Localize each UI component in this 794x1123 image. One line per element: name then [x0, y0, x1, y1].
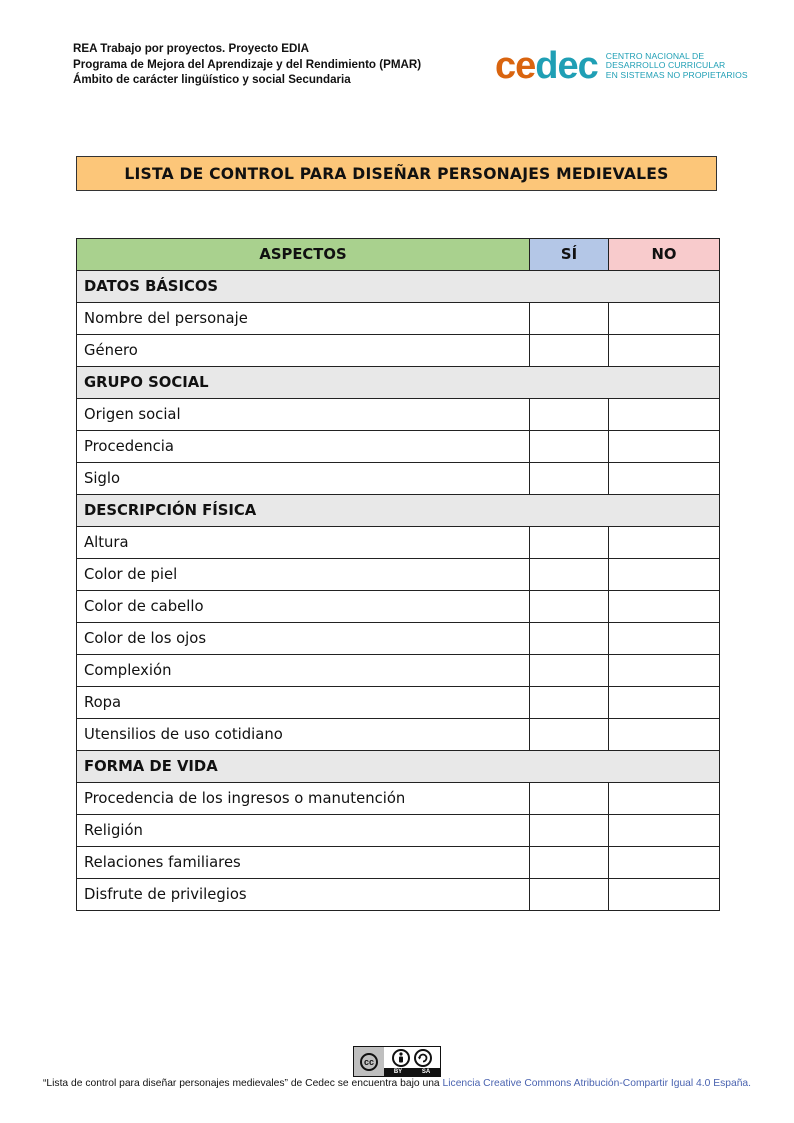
aspect-label: Procedencia de los ingresos o manutención	[77, 783, 530, 815]
yes-check-cell[interactable]	[530, 687, 609, 719]
no-check-cell[interactable]	[609, 591, 720, 623]
cedec-logo-word	[495, 46, 598, 86]
no-check-cell[interactable]	[609, 559, 720, 591]
license-text-prefix: “Lista de control para diseñar personajes medievales” de Cedec se encuentra bajo una	[42, 1078, 443, 1089]
logo-word-orange: ce	[495, 45, 536, 87]
no-check-cell[interactable]	[609, 847, 720, 879]
yes-check-cell[interactable]	[530, 879, 609, 911]
no-check-cell[interactable]	[609, 527, 720, 559]
aspect-label: Origen social	[77, 399, 530, 431]
yes-check-cell[interactable]	[530, 559, 609, 591]
header-line-2: Programa de Mejora del Aprendizaje y del Rendimiento (PMAR)	[73, 57, 422, 71]
table-row	[77, 399, 720, 431]
table-row	[77, 815, 720, 847]
checklist-table	[76, 238, 720, 911]
yes-check-cell[interactable]	[530, 719, 609, 751]
aspect-label: Ropa	[77, 687, 530, 719]
yes-check-cell[interactable]	[530, 783, 609, 815]
no-check-cell[interactable]	[609, 815, 720, 847]
section-row	[77, 751, 720, 783]
section-row	[77, 367, 720, 399]
checklist-body	[77, 271, 720, 911]
yes-check-cell[interactable]	[530, 591, 609, 623]
table-row	[77, 303, 720, 335]
aspect-label: Complexión	[77, 655, 530, 687]
cc-conditions	[384, 1047, 440, 1076]
yes-check-cell[interactable]	[530, 431, 609, 463]
section-title: FORMA DE VIDA	[77, 751, 720, 783]
header-aspects: ASPECTOS	[77, 239, 530, 271]
aspect-label: Color de piel	[77, 559, 530, 591]
no-check-cell[interactable]	[609, 623, 720, 655]
aspect-label: Color de los ojos	[77, 623, 530, 655]
attribution-icon	[392, 1049, 410, 1067]
logo-tagline-line: DESARROLLO CURRICULAR	[605, 60, 726, 71]
license-text	[0, 1077, 794, 1090]
table-row	[77, 431, 720, 463]
logo-tagline	[606, 52, 748, 81]
aspect-label: Género	[77, 335, 530, 367]
section-title: GRUPO SOCIAL	[77, 367, 720, 399]
table-row	[77, 655, 720, 687]
section-title: DATOS BÁSICOS	[77, 271, 720, 303]
aspect-label: Relaciones familiares	[77, 847, 530, 879]
title-box	[76, 156, 717, 191]
table-header-row	[77, 239, 720, 271]
sa-label: SA	[421, 1069, 431, 1075]
cc-condition-labels	[384, 1068, 440, 1076]
cc-logo-section	[354, 1047, 384, 1076]
table-row	[77, 783, 720, 815]
by-label: BY	[393, 1069, 403, 1075]
no-check-cell[interactable]	[609, 303, 720, 335]
aspect-label: Siglo	[77, 463, 530, 495]
section-row	[77, 495, 720, 527]
table-row	[77, 687, 720, 719]
license-footer	[0, 1046, 794, 1090]
cc-icon: cc	[360, 1053, 378, 1071]
table-row	[77, 527, 720, 559]
section-title: DESCRIPCIÓN FÍSICA	[77, 495, 720, 527]
no-check-cell[interactable]	[609, 879, 720, 911]
aspect-label: Procedencia	[77, 431, 530, 463]
cedec-logo	[495, 46, 748, 86]
yes-check-cell[interactable]	[530, 399, 609, 431]
no-check-cell[interactable]	[609, 783, 720, 815]
no-check-cell[interactable]	[609, 335, 720, 367]
table-row	[77, 719, 720, 751]
table-row	[77, 591, 720, 623]
table-row	[77, 335, 720, 367]
no-check-cell[interactable]	[609, 399, 720, 431]
aspect-label: Religión	[77, 815, 530, 847]
yes-check-cell[interactable]	[530, 847, 609, 879]
no-check-cell[interactable]	[609, 655, 720, 687]
cc-by-sa-badge[interactable]	[353, 1046, 441, 1077]
table-row	[77, 559, 720, 591]
aspect-label: Disfrute de privilegios	[77, 879, 530, 911]
aspect-label: Color de cabello	[77, 591, 530, 623]
yes-check-cell[interactable]	[530, 655, 609, 687]
table-row	[77, 879, 720, 911]
document-header	[73, 41, 421, 88]
no-check-cell[interactable]	[609, 719, 720, 751]
yes-check-cell[interactable]	[530, 463, 609, 495]
header-yes: SÍ	[530, 239, 609, 271]
page-title: LISTA DE CONTROL PARA DISEÑAR PERSONAJES MEDIEVALES	[124, 164, 669, 183]
aspect-label: Utensilios de uso cotidiano	[77, 719, 530, 751]
yes-check-cell[interactable]	[530, 527, 609, 559]
no-check-cell[interactable]	[609, 431, 720, 463]
aspect-label: Nombre del personaje	[77, 303, 530, 335]
yes-check-cell[interactable]	[530, 335, 609, 367]
yes-check-cell[interactable]	[530, 815, 609, 847]
header-line-1: REA Trabajo por proyectos. Proyecto EDIA	[73, 42, 310, 55]
header-line-3: Ámbito de carácter lingüístico y social Secundaria	[73, 73, 351, 86]
table-row	[77, 463, 720, 495]
section-row	[77, 271, 720, 303]
logo-word-teal: dec	[535, 45, 598, 87]
header-no: NO	[609, 239, 720, 271]
table-row	[77, 623, 720, 655]
logo-tagline-line: CENTRO NACIONAL DE	[605, 50, 705, 61]
table-row	[77, 847, 720, 879]
license-link[interactable]: Licencia Creative Commons Atribución-Compartir Igual 4.0 España.	[442, 1078, 752, 1089]
cc-condition-icons	[384, 1047, 440, 1068]
yes-check-cell[interactable]	[530, 623, 609, 655]
share-alike-icon	[414, 1049, 432, 1067]
no-check-cell[interactable]	[609, 687, 720, 719]
aspect-label: Altura	[77, 527, 530, 559]
no-check-cell[interactable]	[609, 463, 720, 495]
yes-check-cell[interactable]	[530, 303, 609, 335]
logo-tagline-line: EN SISTEMAS NO PROPIETARIOS	[605, 69, 748, 80]
